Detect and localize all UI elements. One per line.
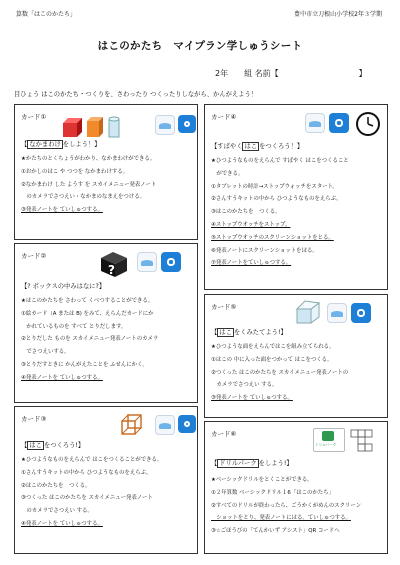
card-label: カード⑤ (211, 303, 237, 311)
camera-icon (178, 415, 196, 433)
page-title: はこのかたち マイプラン学しゅうシート (97, 40, 303, 52)
card-subtitle: 【 なかまわけ をしよう！】 (21, 141, 101, 148)
card-6 (204, 421, 388, 554)
camera-icon (178, 115, 196, 133)
folded-box-icon (293, 299, 321, 327)
card1-shapes (61, 115, 121, 139)
red-cube-icon (63, 118, 82, 137)
card-instructions: ★ベーシックドリルをとくことができる。 ①２年算数 ベーシックドリル１6「はこのかたち」 ②すべてのドリルが終わったら、ごうかくがめんのスクリーン ショットをとり、発表ノートにはる。ていしゅつする。 ③☆ごほうびの「てんかいず アシスト」QR コードへ (211, 477, 362, 535)
card-2 (14, 243, 198, 403)
card-1 (14, 104, 198, 240)
clock-icon (355, 111, 381, 137)
card-label: カード② (21, 252, 47, 260)
note-icon (137, 252, 157, 272)
camera-icon (351, 303, 371, 323)
card-subtitle: 【? ボックスの中みはなに?】 (21, 283, 106, 290)
drill-park-icon: ドリルパーク (313, 428, 345, 452)
wire-cube-icon (120, 413, 144, 437)
name-line: 2年 組 名前【 】 (215, 69, 367, 78)
net-shape-icon (349, 428, 379, 454)
card-label: カード④ (211, 113, 237, 121)
note-icon (327, 303, 347, 323)
school-label: 豊中市立刀根山小学校2年３学期 (294, 11, 382, 18)
card-instructions: ★はこのかたちを さわって くべつすることができる。 ①絵カード（A または B) をみて、えらんだカードにか かれているものを すべて とりだします。 ②とりだした ものを スカイメニュー発表ノートのカメラ でさつえいする。 ③とりだすときに かんがえたことを ふせんにかく。 ④発表ノートを ていしゅつする。 (21, 298, 159, 381)
subject-label: 算数「はこのかたち」 (16, 11, 77, 18)
card-instructions: ★ひつような面をえらんではこを組み立てられる。 ①はこの 中に入った面をつかって はこをつくる。 ②つくった はこのかたちを スカイメニュー発表ノートの カメラでさつえい する。 ③発表ノートを ていしゅつする。 (211, 344, 349, 402)
card-4 (204, 104, 388, 290)
card-instructions: ★ひつようなものをえらんで はこをつくることができる。 ①さんすうキットの中から ひつようなものをえらぶ。 ②はこのかたちを つくる。 ③つくった はこのかたちを スカイメニュー発表ノート のカメラでさつえい する。 ④発表ノートを ていしゅつする。 (21, 457, 163, 527)
card-instructions: ★かたちのとくちょうがわかり、なかまわけができる。 ①おかしのはこ や つつを なかまわけする。 ②なかまわけ した ようす を スカイメニュー発表ノート のカメラでさつえい・なかまのなまえをつける。 ③発表ノートを ていしゅつする。 (21, 156, 157, 214)
card-subtitle: 【 はこ をくみたてよう!】 (211, 329, 287, 336)
card-label: カード① (21, 113, 47, 121)
card-subtitle: 【 はこ をつくろう!】 (21, 442, 85, 449)
orange-cube-icon (87, 117, 103, 137)
card-instructions: ★ひつようなものをえらんで すばやく はこをつくること ができる。 ①タブレットの時計→ストップウォッチをスタート。 ②さんすうキットの中から ひつようなものをえらぶ。 ③はこのかたちを つくる。 ④ストップウオッチをストップ。 ⑤ストップウオッチのスクリーンショットをとる。 ⑥発表ノートにスクリーンショットをはる。 ⑦発表ノートをていしゅつする。 (211, 158, 349, 267)
goal-text: 目ひょう はこのかたち・つくりを、さわったり つくったりしながら、かんがえよう！ (14, 91, 258, 98)
card-3 (14, 406, 198, 554)
card-5 (204, 294, 388, 418)
camera-icon (329, 113, 349, 133)
svg-text:?: ? (108, 263, 115, 277)
mystery-box-icon (99, 250, 129, 278)
card-label: カード③ (21, 415, 47, 423)
cylinder-icon (109, 117, 119, 137)
note-icon (305, 113, 325, 133)
card-label: カード⑥ (211, 430, 237, 438)
note-icon (155, 115, 175, 135)
note-icon (155, 415, 175, 435)
camera-icon (161, 252, 181, 272)
card-subtitle: 【 ドリルパーク をしよう!】 (211, 460, 293, 467)
card-subtitle: 【すばやく はこ をつくろう！】 (211, 143, 304, 150)
